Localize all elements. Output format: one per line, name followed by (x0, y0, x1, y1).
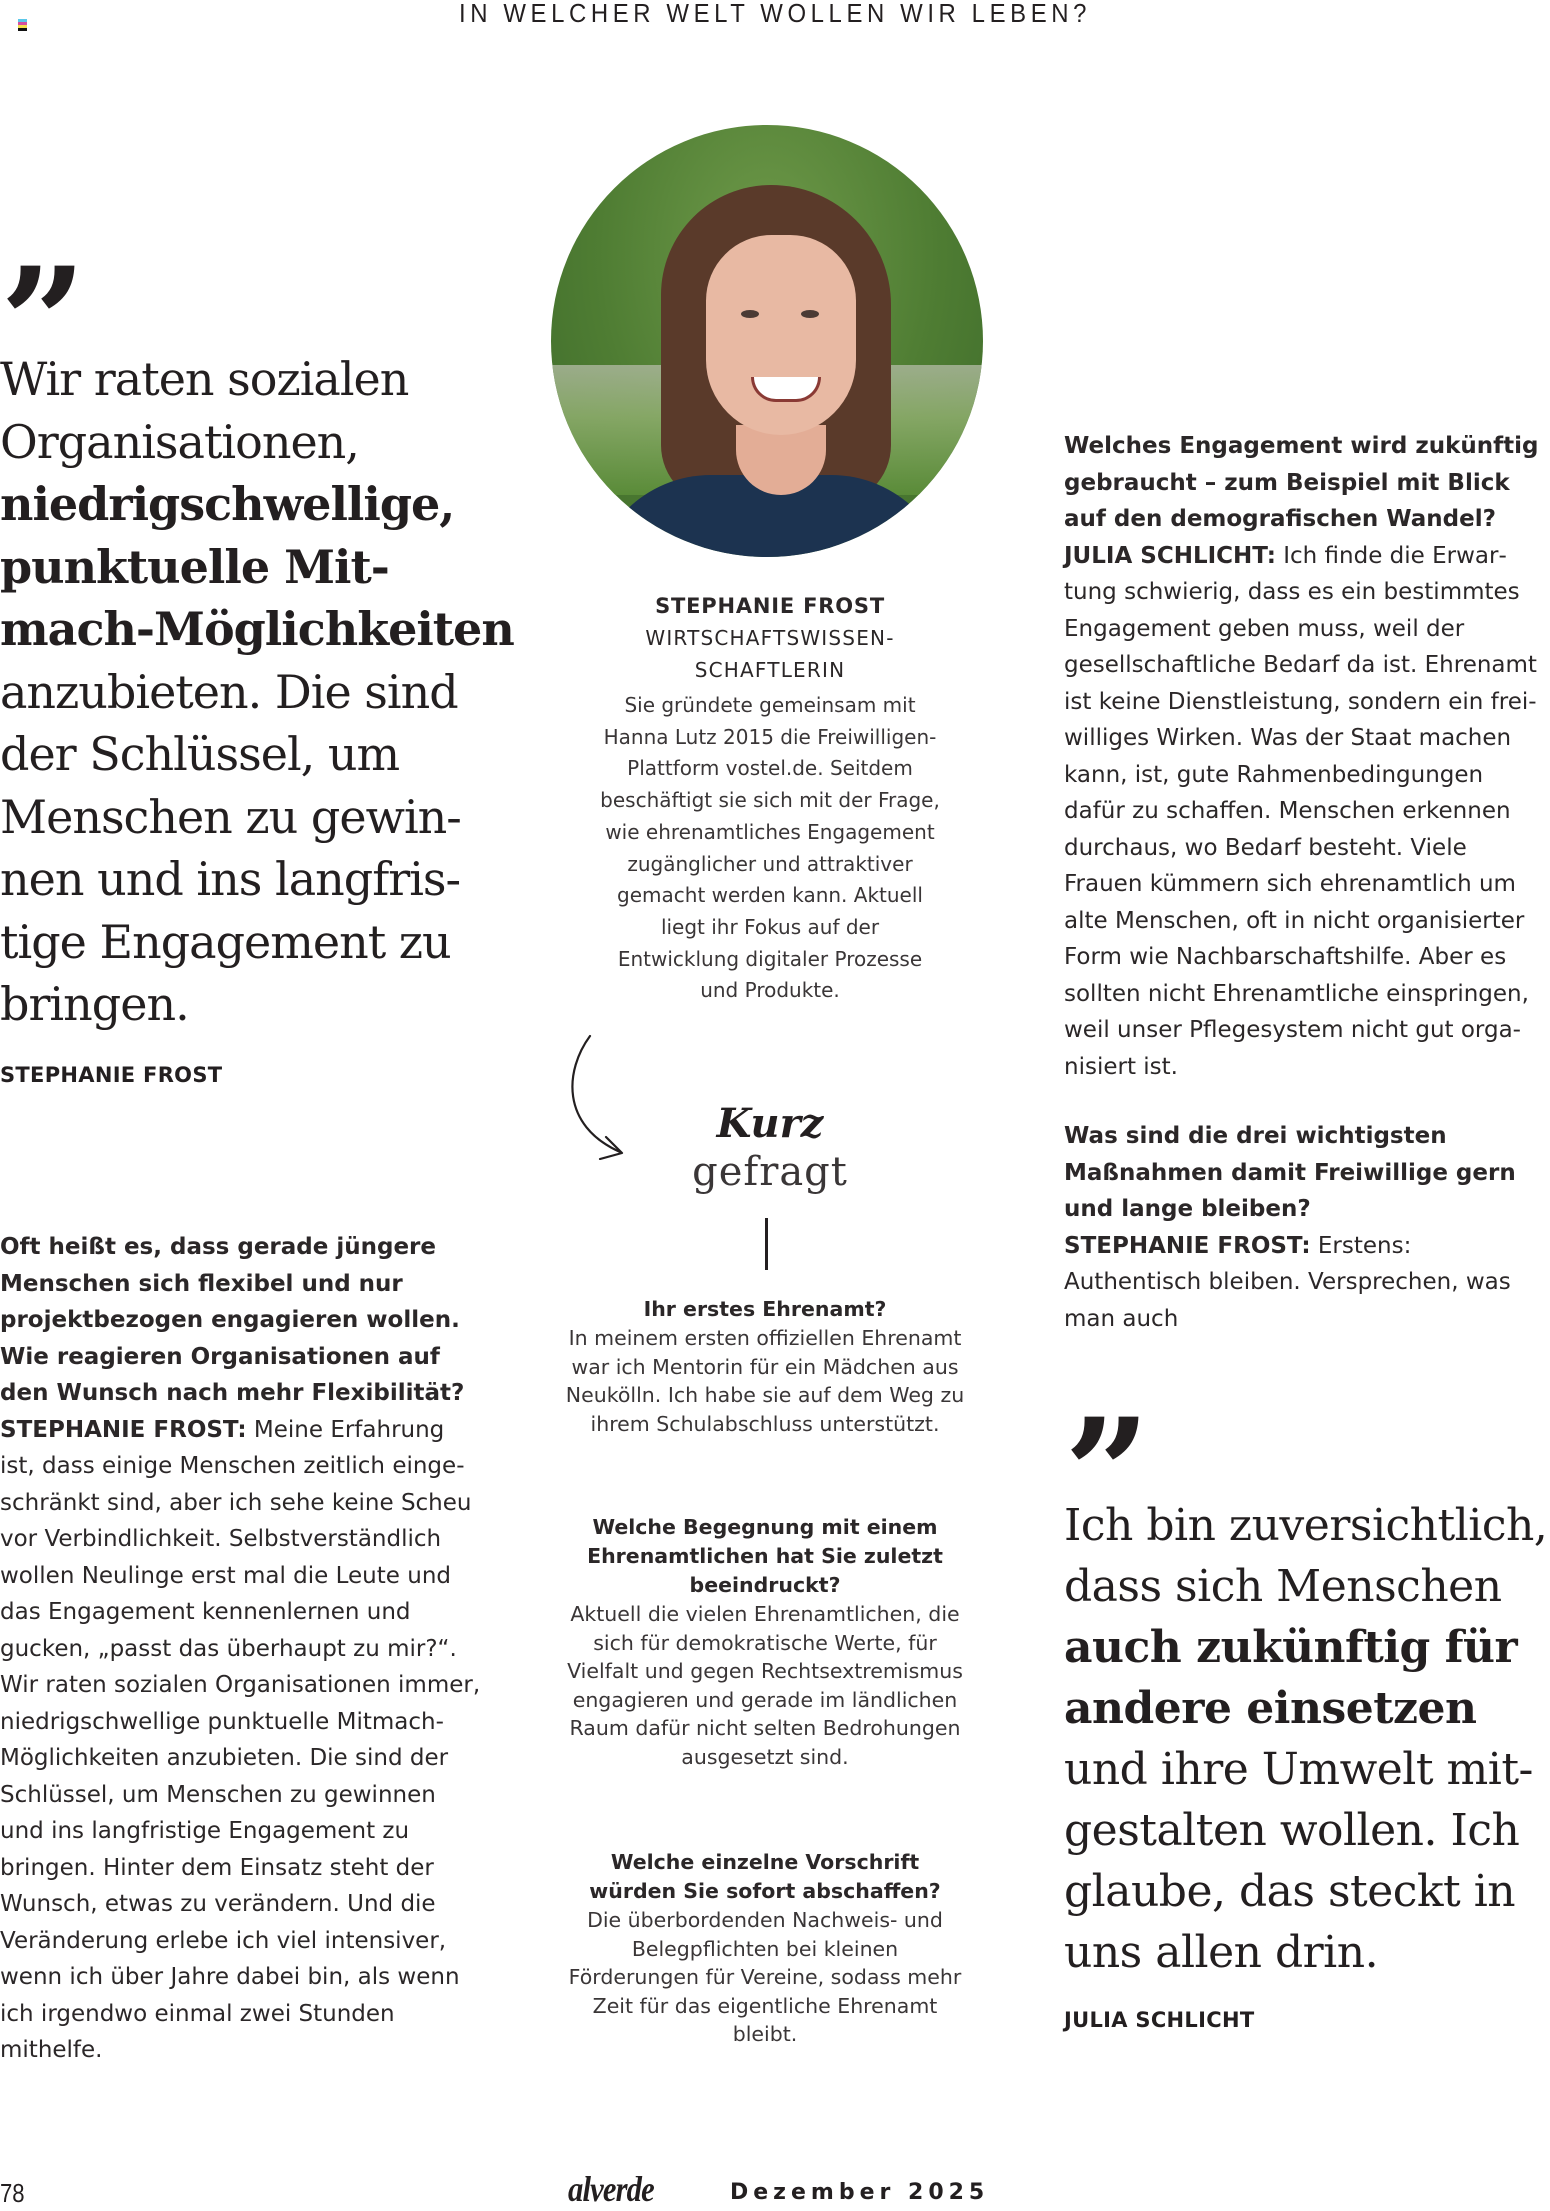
pull-quote-emphasis: niedrigschwellige, punktuelle Mitmach-Möglichkeiten (0, 477, 514, 656)
photo-eye (741, 310, 759, 318)
pull-quote-text: Ich bin zuversichtlich, dass sich Menschen (1064, 1500, 1548, 1612)
short-answer: Aktuell die vielen Ehrenamtlichen, die sich für demokratische Werte, für Vielfalt und gegen Rechtsextremismus engagieren und gerade im ländlichen Raum dafür nicht selten Bedrohungen ausgesetzt sind. (567, 1602, 963, 1769)
interview-block-right-1 (1064, 428, 1544, 1085)
pull-quote-attribution: JULIA SCHLICHT (1064, 2008, 1255, 2032)
section-kicker: IN WELCHER WELT WOLLEN WIR LEBEN? (458, 0, 1092, 28)
pull-quote-right (1064, 1495, 1550, 1983)
photo-face (706, 235, 856, 435)
pull-quote-text: und ihre Umwelt mitgestalten wollen. Ich glaube, das steckt in uns allen drin. (1064, 1744, 1534, 1978)
answer-text: Erstens: Authentisch bleiben. Versprechen, was man auch (1064, 1232, 1511, 1332)
speaker-label: JULIA SCHLICHT: (1064, 542, 1276, 569)
kurz-title-bold: Kurz (716, 1100, 824, 1147)
profile-role-line1: WIRTSCHAFTSWISSEN- (645, 626, 895, 650)
profile-description: Sie gründete gemeinsam mit Hanna Lutz 2015 die Freiwilligen-Plattform vostel.de. Seitdem beschäftigt sie sich mit der Frage, wie ehrenamtliches Engagement zugänglicher und attraktiver gemacht werden kann. Aktuell liegt ihr Fokus auf der Entwicklung digitaler Prozesse und Produkte. (600, 693, 940, 1003)
pull-quote-emphasis: auch zukünftig für andere einsetzen (1064, 1622, 1518, 1734)
pull-quote-text: Wir raten sozialen Organisationen, (0, 352, 409, 469)
short-qa-item (565, 1295, 965, 1438)
profile-name: STEPHANIE FROST (655, 594, 885, 618)
quote-mark-icon (1064, 1413, 1150, 1493)
portrait-photo (551, 125, 983, 557)
short-question: Ihr erstes Ehrenamt? (643, 1297, 887, 1321)
page-number: 78 (0, 2178, 25, 2208)
issue-date: Dezember 2025 (730, 2180, 990, 2205)
interview-question: Was sind die drei wichtigsten Maßnahmen damit Freiwillige gern und lange bleiben? (1064, 1123, 1516, 1222)
short-qa-item (565, 1848, 965, 2049)
brand-logo: alverde (568, 2169, 654, 2209)
interview-answer (1064, 538, 1544, 1086)
print-color-bar (18, 19, 27, 31)
short-question: Welche Begegnung mit einem Ehrenamtlichen hat Sie zuletzt beeindruckt? (587, 1515, 943, 1597)
speaker-label: STEPHANIE FROST: (0, 1416, 247, 1443)
photo-eye (801, 310, 819, 318)
speaker-label: STEPHANIE FROST: (1064, 1232, 1311, 1259)
interview-question: Oft heißt es, dass gerade jüngere Menschen sich flexibel und nur projektbezogen engagieren wollen. Wie reagieren Organisationen auf den Wunsch nach mehr Flexibilität? (0, 1234, 465, 1406)
kurz-title-regular: gefragt (692, 1149, 848, 1195)
interview-block-left (0, 1229, 485, 2069)
interview-block-right-2 (1064, 1118, 1544, 1337)
kurz-gefragt-title (600, 1100, 940, 1196)
quote-mark-icon (0, 262, 86, 342)
pull-quote-text: anzubieten. Die sind der Schlüssel, um Menschen zu gewinnen und ins langfristige Engagement zu bringen. (0, 664, 462, 1031)
short-answer: Die überbordenden Nachweis- und Belegpflichten bei kleinen Förderungen für Vereine, sodass mehr Zeit für das eigentliche Ehrenamt bleibt. (568, 1908, 962, 2047)
profile-box (600, 590, 940, 1007)
pull-quote-attribution: STEPHANIE FROST (0, 1063, 223, 1087)
pull-quote-left (0, 348, 520, 1036)
profile-role-line2: SCHAFTLERIN (694, 658, 846, 682)
vertical-divider (765, 1218, 768, 1270)
answer-text: Meine Erfahrung ist, dass einige Menschen zeitlich eingeschränkt sind, aber ich sehe keine Scheu vor Verbindlichkeit. Selbstverständlich wollen Neulinge erst mal die Leute und das Engagement kennenlernen und gucken, „passt das überhaupt zu mir?“. Wir raten sozialen Organisationen immer, niedrigschwellige punktuelle Mitmach-Möglichkeiten anzubieten. Die sind der Schlüssel, um Menschen zu gewinnen und ins langfristige Engagement zu bringen. Hinter dem Einsatz steht der Wunsch, etwas zu verändern. Und die Veränderung erlebe ich viel intensiver, wenn ich über Jahre dabei bin, als wenn ich irgendwo einmal zwei Stunden mithelfe. (0, 1416, 481, 2063)
interview-answer (0, 1412, 485, 2069)
interview-question: Welches Engagement wird zukünftig gebraucht – zum Beispiel mit Blick auf den demografischen Wandel? (1064, 433, 1539, 532)
interview-answer (1064, 1228, 1544, 1338)
short-answer: In meinem ersten offiziellen Ehrenamt war ich Mentorin für ein Mädchen aus Neukölln. Ich habe sie auf dem Weg zu ihrem Schulabschluss unterstützt. (565, 1326, 965, 1436)
black-mark (18, 28, 27, 31)
short-qa-item (565, 1513, 965, 1772)
short-question: Welche einzelne Vorschrift würden Sie sofort abschaffen? (589, 1850, 941, 1903)
answer-text: Ich finde die Erwartung schwierig, dass es ein bestimmtes Engagement geben muss, weil der gesellschaftliche Bedarf da ist. Ehrenamt ist keine Dienstleistung, sondern ein freiwilliges Wirken. Was der Staat machen kann, ist, gute Rahmenbedingungen dafür zu schaffen. Menschen erkennen durchaus, wo Bedarf besteht. Viele Frauen kümmern sich ehrenamtlich um alte Menschen, oft in nicht organisierter Form wie Nachbarschaftshilfe. Aber es sollten nicht Ehrenamtliche einspringen, weil unser Pflegesystem nicht gut organisiert ist. (1064, 542, 1537, 1080)
